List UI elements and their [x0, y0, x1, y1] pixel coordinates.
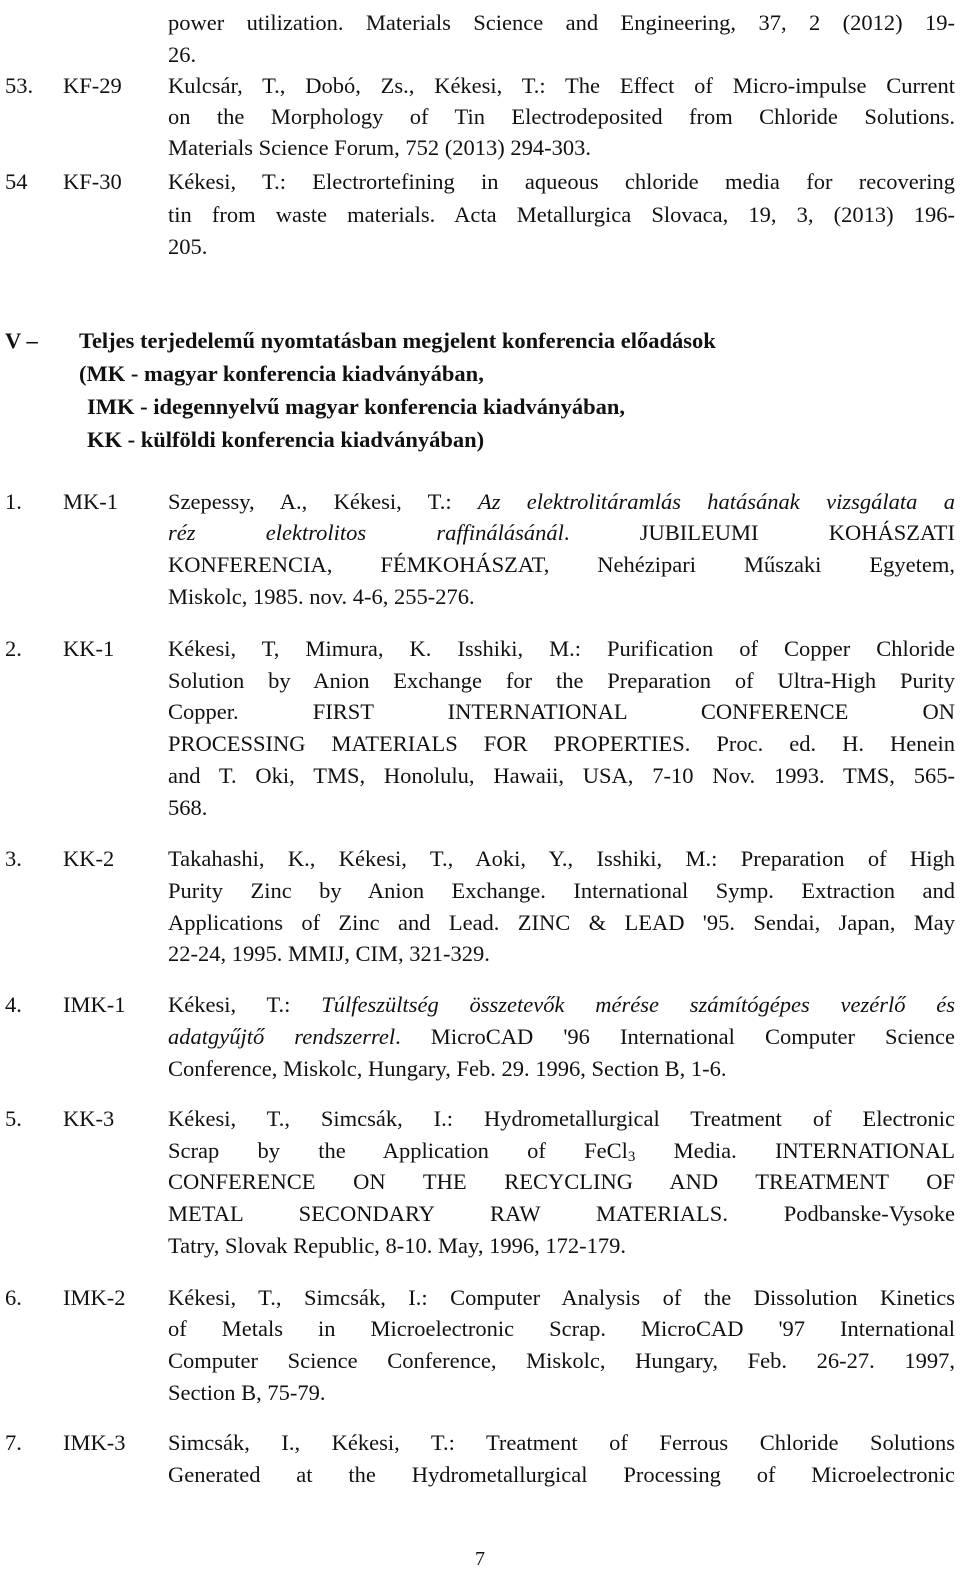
- entry-text-line: Kékesi, T.: Electrortefining in aqueous chloride media for recovering: [168, 169, 955, 194]
- entry-code: KF-30: [63, 169, 122, 194]
- entry-text-line: Kékesi, T, Mimura, K. Isshiki, M.: Purification of Copper Chloride: [168, 636, 955, 661]
- entry-code: KF-29: [63, 73, 122, 98]
- section-title-line: Teljes terjedelemű nyomtatásban megjelent konferencia előadások: [79, 328, 716, 353]
- entry-number: 4.: [5, 992, 22, 1017]
- entry-code: IMK-3: [63, 1430, 126, 1455]
- entry-number: 1.: [5, 489, 22, 514]
- section-title-line: KK - külföldi konferencia kiadványában): [87, 427, 485, 452]
- entry-text-line: Kulcsár, T., Dobó, Zs., Kékesi, T.: The Effect of Micro-impulse Current: [168, 73, 955, 98]
- entry-code: IMK-2: [63, 1285, 126, 1310]
- entry-text-line: Conference, Miskolc, Hungary, Feb. 29. 1996, Section B, 1-6.: [168, 1056, 727, 1081]
- entry-text-line: Computer Science Conference, Miskolc, Hungary, Feb. 26-27. 1997,: [168, 1348, 955, 1373]
- entry-text-line: on the Morphology of Tin Electrodeposited from Chloride Solutions.: [168, 104, 955, 129]
- entry-text-line: Applications of Zinc and Lead. ZINC & LEAD '95. Sendai, Japan, May: [168, 910, 955, 935]
- entry-text-line: Szepessy, A., Kékesi, T.: Az elektrolitáramlás hatásának vizsgálata a: [168, 489, 955, 514]
- entry-text-line: 205.: [168, 234, 208, 259]
- entry-number: 6.: [5, 1285, 22, 1310]
- entry-text-line: Generated at the Hydrometallurgical Processing of Microelectronic: [168, 1462, 955, 1487]
- entry-text-line: tin from waste materials. Acta Metallurgica Slovaca, 19, 3, (2013) 196-: [168, 202, 955, 227]
- page-number: 7: [475, 1548, 485, 1570]
- entry-text-line: Miskolc, 1985. nov. 4-6, 255-276.: [168, 584, 475, 609]
- entry-text-line: Purity Zinc by Anion Exchange. International Symp. Extraction and: [168, 878, 955, 903]
- entry-number: 5.: [5, 1106, 22, 1131]
- entry-number: 3.: [5, 846, 22, 871]
- entry-code: MK-1: [63, 489, 118, 514]
- entry-text-line: Kékesi, T., Simcsák, I.: Hydrometallurgical Treatment of Electronic: [168, 1106, 955, 1131]
- entry-text-line: Materials Science Forum, 752 (2013) 294-303.: [168, 135, 592, 160]
- entry-number: 53.: [5, 73, 34, 98]
- entry-number: 7.: [5, 1430, 22, 1455]
- entry-text-line: Simcsák, I., Kékesi, T.: Treatment of Ferrous Chloride Solutions: [168, 1430, 955, 1455]
- entry-number: 54: [5, 169, 28, 194]
- entry-text-line: 22-24, 1995. MMIJ, CIM, 321-329.: [168, 941, 490, 966]
- entry-text-line: 568.: [168, 795, 208, 820]
- entry-text-line: 26.: [168, 42, 197, 67]
- entry-text-line: PROCESSING MATERIALS FOR PROPERTIES. Proc. ed. H. Henein: [168, 731, 955, 756]
- entry-text-line: of Metals in Microelectronic Scrap. MicroCAD '97 International: [168, 1316, 955, 1341]
- entry-text-line: Kékesi, T.: Túlfeszültség összetevők mérése számítógépes vezérlő és: [168, 992, 955, 1017]
- entry-text-line: METAL SECONDARY RAW MATERIALS. Podbanske-Vysoke: [168, 1201, 955, 1226]
- entry-text-line: Section B, 75-79.: [168, 1380, 326, 1405]
- section-letter: V –: [5, 328, 38, 353]
- entry-text-line: Kékesi, T., Simcsák, I.: Computer Analysis of the Dissolution Kinetics: [168, 1285, 955, 1310]
- entry-text-line: adatgyűjtő rendszerrel. MicroCAD '96 International Computer Science: [168, 1024, 955, 1049]
- entry-text-line: CONFERENCE ON THE RECYCLING AND TREATMENT OF: [168, 1169, 955, 1194]
- entry-text-line: Solution by Anion Exchange for the Preparation of Ultra-High Purity: [168, 668, 955, 693]
- entry-text-line: power utilization. Materials Science and Engineering, 37, 2 (2012) 19-: [168, 10, 955, 35]
- section-title-line: IMK - idegennyelvű magyar konferencia kiadványában,: [87, 394, 625, 419]
- entry-text-line: Tatry, Slovak Republic, 8-10. May, 1996, 172-179.: [168, 1233, 626, 1258]
- entry-text-line: and T. Oki, TMS, Honolulu, Hawaii, USA, 7-10 Nov. 1993. TMS, 565-: [168, 763, 955, 788]
- entry-text-line: KONFERENCIA, FÉMKOHÁSZAT, Nehézipari Műszaki Egyetem,: [168, 552, 955, 577]
- entry-code: KK-3: [63, 1106, 115, 1131]
- section-title-line: (MK - magyar konferencia kiadványában,: [79, 361, 484, 386]
- entry-number: 2.: [5, 636, 22, 661]
- entry-text-line: réz elektrolitos raffinálásánál. JUBILEUMI KOHÁSZATI: [168, 520, 955, 545]
- entry-code: KK-1: [63, 636, 115, 661]
- entry-text-line: Scrap by the Application of FeCl$_3$ Media. INTERNATIONAL: [168, 1138, 955, 1165]
- entry-code: KK-2: [63, 846, 115, 871]
- entry-code: IMK-1: [63, 992, 126, 1017]
- entry-text-line: Takahashi, K., Kékesi, T., Aoki, Y., Isshiki, M.: Preparation of High: [168, 846, 955, 871]
- entry-text-line: Copper. FIRST INTERNATIONAL CONFERENCE ON: [168, 699, 955, 724]
